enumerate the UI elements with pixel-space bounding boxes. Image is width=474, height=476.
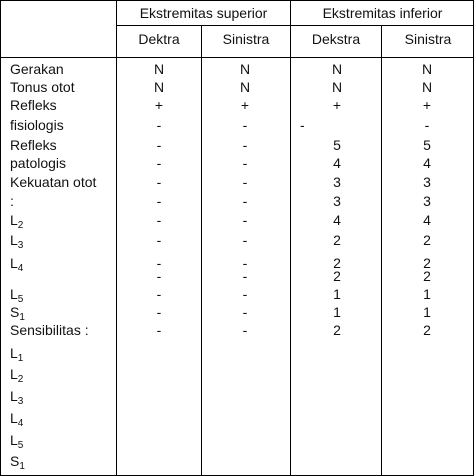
- cell-c1: -: [156, 137, 162, 153]
- cell-c4: 1: [423, 286, 431, 302]
- subheader-inferior-dextra: Dekstra: [311, 31, 361, 47]
- row-label: [10, 117, 64, 134]
- row-label-subscript: 4: [17, 418, 24, 429]
- cell-c4: 4: [423, 212, 431, 228]
- row-label-text: L: [10, 388, 18, 404]
- row-label-text: Refleks: [10, 97, 57, 113]
- subheader-superior-dextra: Dektra: [138, 31, 180, 47]
- cell-c1: N: [153, 61, 165, 77]
- cell-c4: 4: [423, 155, 431, 171]
- cell-c2: -: [242, 268, 248, 284]
- cell-c2: N: [239, 79, 251, 95]
- cell-c3: N: [331, 79, 343, 95]
- cell-c3: 2: [333, 322, 341, 338]
- row-label-text: S: [10, 453, 20, 469]
- row-label-text: L: [10, 345, 18, 361]
- row-label: [10, 322, 89, 339]
- row-label-text: L: [10, 410, 18, 426]
- cell-c2: +: [240, 97, 250, 113]
- cell-c2: -: [242, 212, 248, 228]
- cell-c3: 2: [333, 255, 341, 271]
- cell-c4: +: [422, 97, 432, 113]
- cell-c4: 5: [423, 137, 431, 153]
- row-label-text: L: [10, 255, 18, 271]
- row-label: [10, 345, 23, 362]
- row-label: [10, 410, 23, 427]
- row-label-text: Tonus otot: [10, 79, 75, 95]
- row-label: [10, 232, 23, 249]
- row-label: [10, 137, 57, 154]
- cell-c4: 1: [423, 304, 431, 320]
- cell-c1: N: [153, 79, 165, 95]
- cell-c3: 5: [333, 137, 341, 153]
- row-label: [10, 453, 25, 470]
- row-label-text: L: [10, 432, 18, 448]
- cell-c1: -: [156, 322, 162, 338]
- row-label: [10, 97, 57, 114]
- cell-c1: -: [156, 255, 162, 271]
- row-label-subscript: 1: [19, 461, 25, 472]
- cell-c3: 1: [333, 286, 341, 302]
- cell-c1: -: [156, 193, 162, 209]
- row-label-text: :: [10, 193, 14, 209]
- cell-c4: -: [424, 117, 430, 133]
- row-label-subscript: 5: [17, 440, 24, 451]
- cell-c2: -: [242, 286, 248, 302]
- row-label-subscript: 1: [19, 312, 25, 323]
- cell-c3: 4: [333, 155, 341, 171]
- cell-c2: -: [242, 322, 248, 338]
- cell-c3: 2: [333, 232, 341, 248]
- cell-c2: -: [242, 255, 248, 271]
- row-label: [10, 388, 23, 405]
- cell-c4: N: [421, 79, 433, 95]
- cell-c3: 4: [333, 212, 341, 228]
- cell-c1: -: [156, 117, 162, 133]
- cell-c1: +: [154, 97, 164, 113]
- row-label-text: L: [10, 232, 18, 248]
- row-label-text: Sensibilitas :: [10, 322, 89, 338]
- row-label: [10, 155, 66, 172]
- cell-c3: 3: [333, 174, 341, 190]
- cell-c2: -: [242, 155, 248, 171]
- row-label-text: fisiologis: [10, 117, 64, 133]
- row-label-subscript: 4: [17, 263, 24, 274]
- row-label-text: patologis: [10, 155, 67, 171]
- cell-c2: -: [242, 232, 248, 248]
- row-label-subscript: 2: [17, 374, 24, 385]
- cell-c3: 1: [333, 304, 341, 320]
- row-label-subscript: 3: [17, 396, 24, 407]
- subheader-inferior-sinistra: Sinistra: [404, 31, 452, 47]
- cell-c3: 2: [333, 268, 341, 284]
- row-label: [10, 79, 75, 96]
- cell-c4: 2: [423, 255, 431, 271]
- cell-c1: -: [156, 286, 162, 302]
- cell-c2: -: [242, 193, 248, 209]
- row-label-subscript: 5: [17, 294, 24, 305]
- subheader-superior-sinistra: Sinistra: [222, 31, 270, 47]
- cell-c3: +: [332, 97, 342, 113]
- row-label-text: L: [10, 366, 18, 382]
- cell-c2: -: [242, 137, 248, 153]
- row-label: [10, 61, 64, 78]
- row-label: [10, 255, 23, 272]
- row-label: [10, 174, 96, 191]
- cell-c2: N: [239, 61, 251, 77]
- cell-c4: 3: [423, 174, 431, 190]
- row-label: [10, 304, 25, 321]
- cell-c1: -: [156, 232, 162, 248]
- cell-c1: -: [156, 155, 162, 171]
- row-label: [10, 286, 23, 303]
- row-label-text: Kekuatan otot: [10, 174, 97, 190]
- cell-c2: -: [242, 117, 248, 133]
- row-label-text: S: [10, 304, 20, 320]
- row-label-text: L: [10, 212, 18, 228]
- row-label: [10, 432, 23, 449]
- cell-c4: N: [421, 61, 433, 77]
- group-header-inferior: Ekstremitas inferior: [322, 5, 443, 21]
- row-label-text: Gerakan: [10, 61, 64, 77]
- cell-c4: 3: [423, 193, 431, 209]
- cell-c4: 2: [423, 322, 431, 338]
- cell-c1: -: [156, 212, 162, 228]
- cell-c2: -: [242, 304, 248, 320]
- cell-c1: -: [156, 174, 162, 190]
- cell-c4: 2: [423, 232, 431, 248]
- row-label: [10, 193, 14, 210]
- cell-c3: 3: [333, 193, 341, 209]
- group-header-superior: Ekstremitas superior: [139, 5, 268, 21]
- row-label-subscript: 3: [17, 240, 24, 251]
- row-label-text: L: [10, 286, 18, 302]
- row-label-subscript: 1: [17, 353, 24, 364]
- row-label: [10, 212, 23, 229]
- row-label: [10, 366, 23, 383]
- cell-c2: -: [242, 174, 248, 190]
- cell-c1: -: [156, 268, 162, 284]
- cell-c4: 2: [423, 268, 431, 284]
- row-label-text: Refleks: [10, 137, 57, 153]
- cell-c1: -: [156, 304, 162, 320]
- row-label-subscript: 2: [17, 220, 24, 231]
- cell-c3: -: [300, 117, 305, 133]
- cell-c3: N: [331, 61, 343, 77]
